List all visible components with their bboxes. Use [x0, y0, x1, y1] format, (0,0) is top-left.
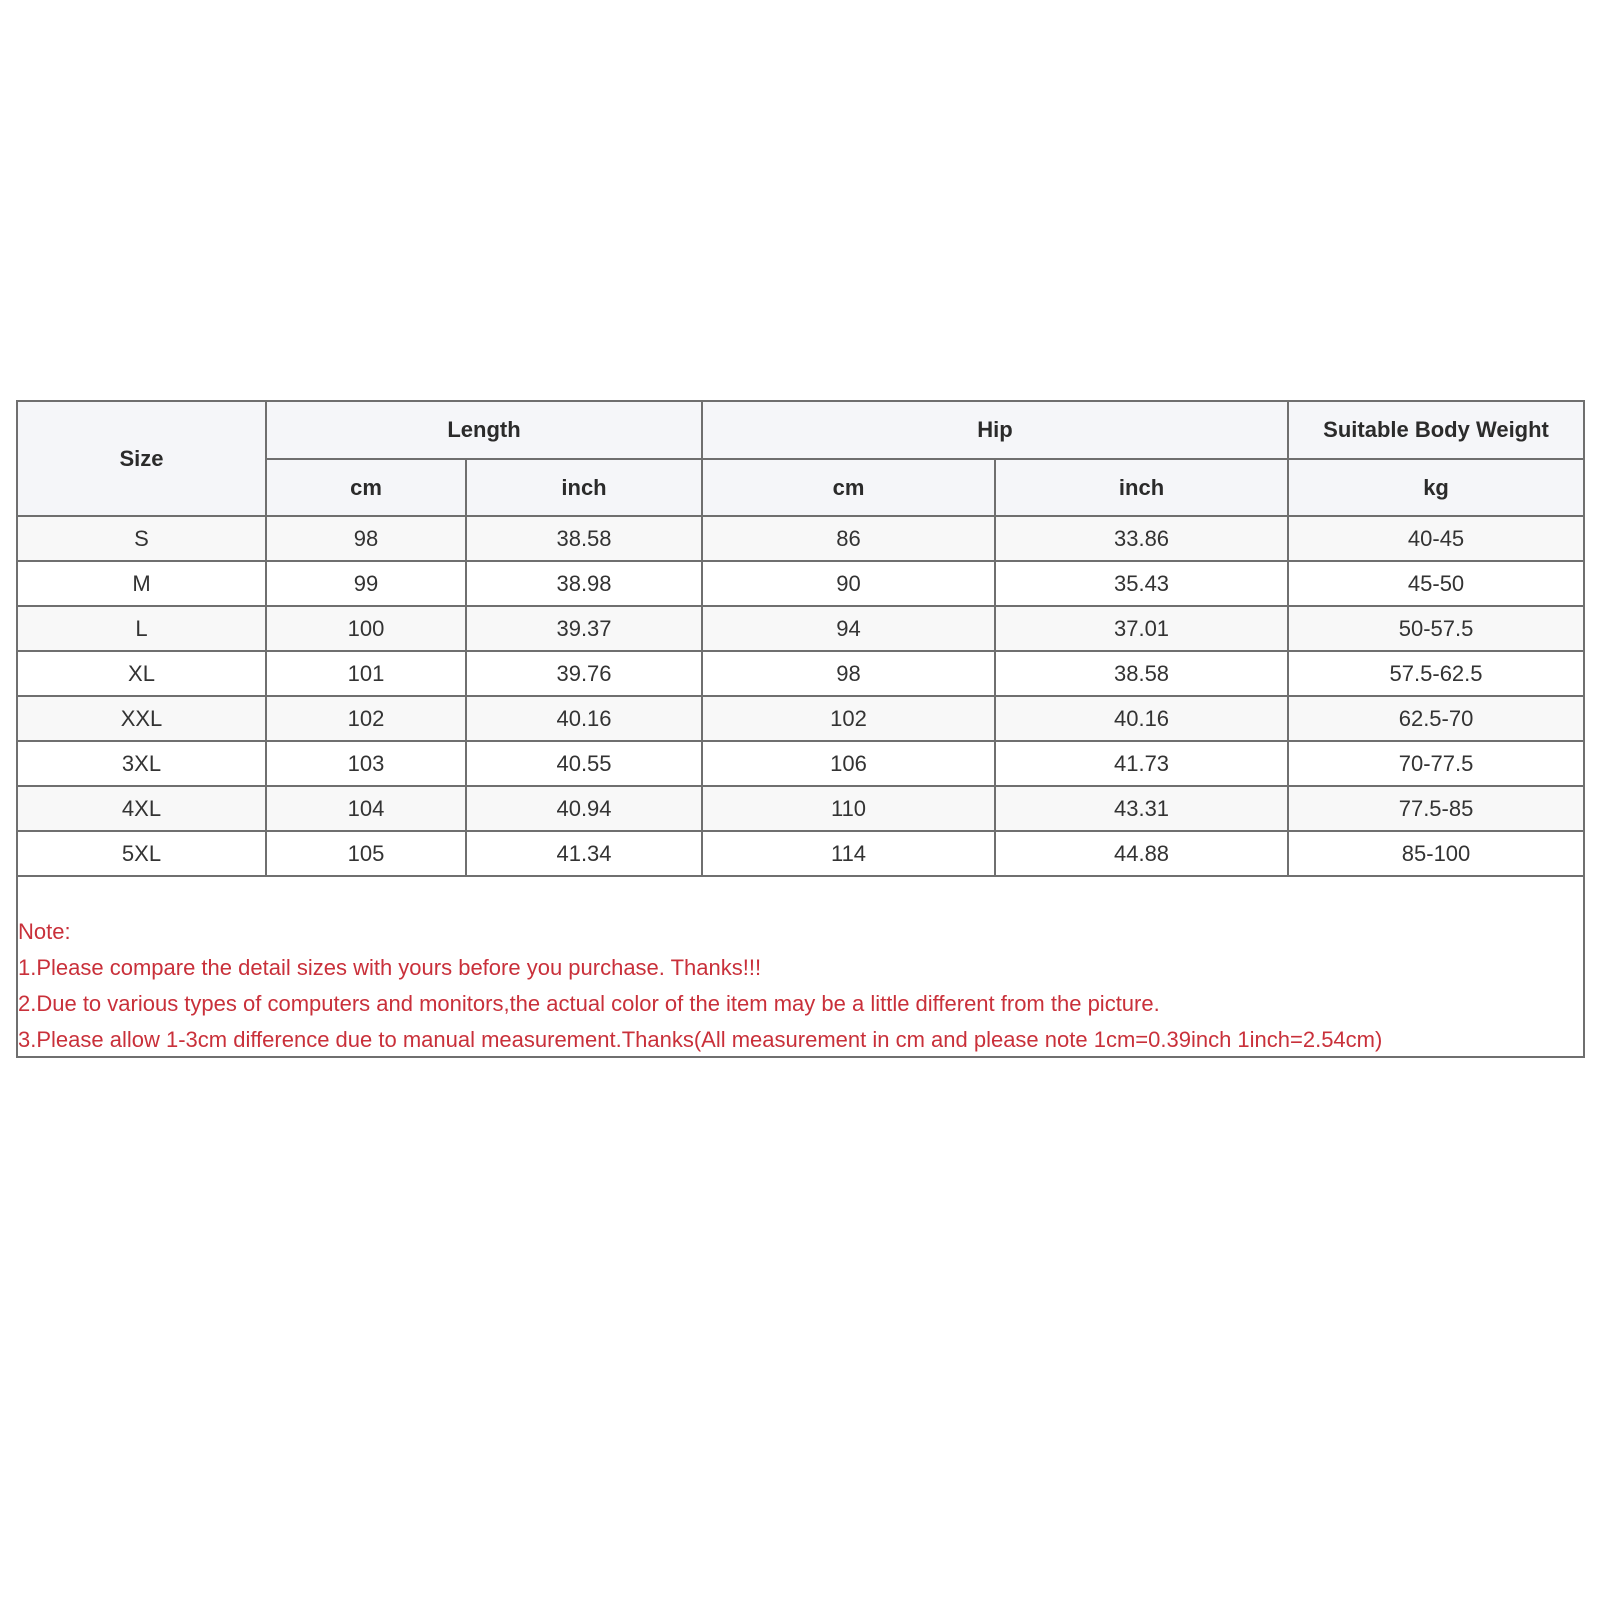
size-chart: [16, 400, 1585, 1058]
length-inch-cell: 40.55: [466, 741, 702, 786]
weight-kg-cell: 50-57.5: [1288, 606, 1583, 651]
table-row: [18, 606, 1583, 651]
length-cm-header: cm: [266, 459, 466, 516]
hip-inch-cell: 35.43: [995, 561, 1288, 606]
weight-kg-cell: 85-100: [1288, 831, 1583, 876]
hip-cm-cell: 114: [702, 831, 995, 876]
length-inch-cell: 38.98: [466, 561, 702, 606]
length-cm-cell: 100: [266, 606, 466, 651]
table-row: [18, 561, 1583, 606]
length-inch-header: inch: [466, 459, 702, 516]
length-inch-cell: 38.58: [466, 516, 702, 561]
weight-kg-cell: 70-77.5: [1288, 741, 1583, 786]
table-row: [18, 516, 1583, 561]
length-cm-cell: 102: [266, 696, 466, 741]
length-cm-cell: 105: [266, 831, 466, 876]
size-table: [18, 402, 1583, 877]
size-cell: S: [18, 516, 266, 561]
size-cell: XL: [18, 651, 266, 696]
hip-inch-cell: 33.86: [995, 516, 1288, 561]
hip-header: Hip: [702, 402, 1288, 459]
weight-header: Suitable Body Weight: [1288, 402, 1583, 459]
hip-cm-cell: 106: [702, 741, 995, 786]
size-cell: 4XL: [18, 786, 266, 831]
length-inch-cell: 40.94: [466, 786, 702, 831]
hip-cm-cell: 94: [702, 606, 995, 651]
notes-title: Note:: [18, 919, 71, 944]
notes-section: [18, 914, 1578, 1058]
hip-cm-header: cm: [702, 459, 995, 516]
size-cell: 3XL: [18, 741, 266, 786]
hip-cm-cell: 110: [702, 786, 995, 831]
hip-inch-cell: 41.73: [995, 741, 1288, 786]
hip-inch-cell: 38.58: [995, 651, 1288, 696]
note-line-1: 1.Please compare the detail sizes with yours before you purchase. Thanks!!!: [18, 955, 762, 980]
weight-kg-cell: 77.5-85: [1288, 786, 1583, 831]
note-line-2: 2.Due to various types of computers and monitors,the actual color of the item may be a little different from the picture.: [18, 991, 1160, 1016]
length-cm-cell: 103: [266, 741, 466, 786]
size-cell: XXL: [18, 696, 266, 741]
length-inch-cell: 41.34: [466, 831, 702, 876]
table-row: [18, 831, 1583, 876]
hip-inch-cell: 44.88: [995, 831, 1288, 876]
length-header: Length: [266, 402, 702, 459]
note-line-3: 3.Please allow 1-3cm difference due to manual measurement.Thanks(All measurement in cm and please note 1cm=0.39inch 1inch=2.54cm): [18, 1027, 1383, 1052]
length-cm-cell: 99: [266, 561, 466, 606]
length-inch-cell: 39.37: [466, 606, 702, 651]
table-row: [18, 741, 1583, 786]
length-inch-cell: 40.16: [466, 696, 702, 741]
size-header: Size: [18, 402, 266, 516]
weight-kg-cell: 40-45: [1288, 516, 1583, 561]
hip-cm-cell: 98: [702, 651, 995, 696]
hip-cm-cell: 86: [702, 516, 995, 561]
table-row: [18, 696, 1583, 741]
hip-inch-cell: 40.16: [995, 696, 1288, 741]
size-cell: L: [18, 606, 266, 651]
table-row: [18, 786, 1583, 831]
table-row: [18, 651, 1583, 696]
length-inch-cell: 39.76: [466, 651, 702, 696]
weight-kg-cell: 45-50: [1288, 561, 1583, 606]
hip-inch-cell: 43.31: [995, 786, 1288, 831]
length-cm-cell: 98: [266, 516, 466, 561]
weight-kg-header: kg: [1288, 459, 1583, 516]
weight-kg-cell: 57.5-62.5: [1288, 651, 1583, 696]
table-header-row: [18, 402, 1583, 459]
hip-inch-cell: 37.01: [995, 606, 1288, 651]
size-cell: 5XL: [18, 831, 266, 876]
length-cm-cell: 101: [266, 651, 466, 696]
hip-cm-cell: 90: [702, 561, 995, 606]
weight-kg-cell: 62.5-70: [1288, 696, 1583, 741]
length-cm-cell: 104: [266, 786, 466, 831]
hip-cm-cell: 102: [702, 696, 995, 741]
size-cell: M: [18, 561, 266, 606]
hip-inch-header: inch: [995, 459, 1288, 516]
